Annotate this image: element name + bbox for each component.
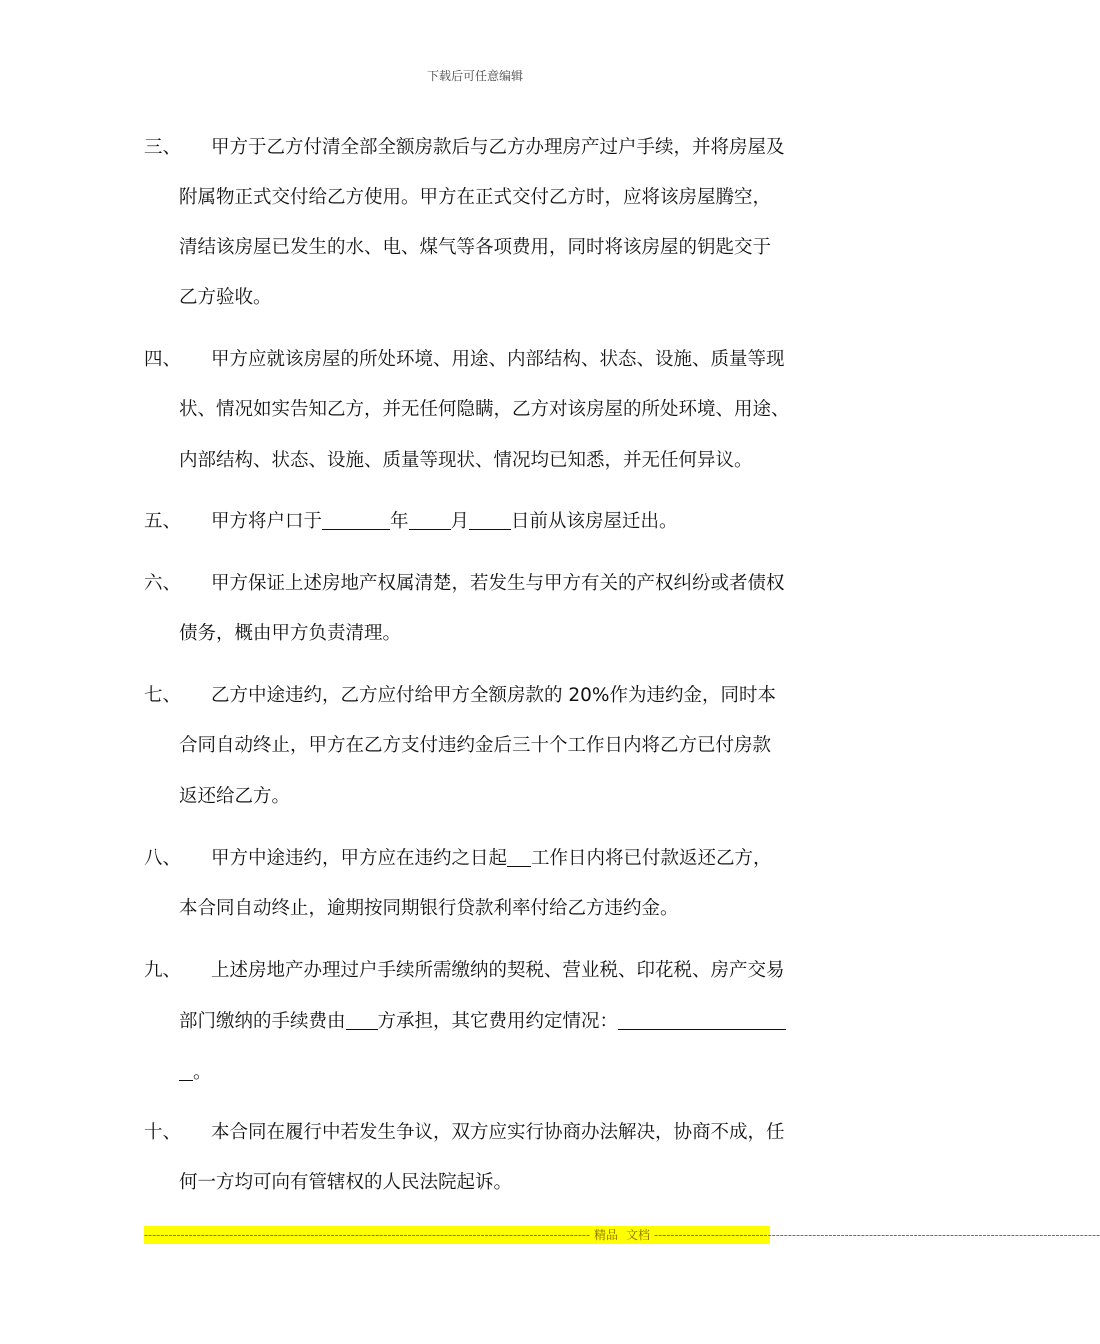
clause-text: 年: [390, 511, 409, 532]
clause-line: 本合同在履行中若发生争议，双方应实行协商办法解决，协商不成，任: [211, 1122, 785, 1143]
clause-text: 甲方将户口于: [211, 511, 323, 532]
clause-line: 债务，概由甲方负责清理。: [179, 623, 402, 644]
blank-field: [179, 1062, 193, 1081]
clause-text: 。: [193, 1062, 212, 1083]
clause-number: 三、: [144, 137, 182, 158]
blank-field: [507, 848, 531, 867]
clause-number: 五、: [144, 511, 182, 532]
page-header: 下载后可任意编辑: [426, 69, 523, 83]
clause-line: 清结该房屋已发生的水、电、煤气等各项费用，同时将该房屋的钥匙交于: [179, 237, 772, 258]
clause-text: 部门缴纳的手续费由: [179, 1011, 346, 1032]
clause-line: 返还给乙方。: [179, 786, 291, 807]
clause-text: 方承担，其它费用约定情况：: [377, 1011, 619, 1032]
clause-line: 甲方于乙方付清全部全额房款后与乙方办理房产过户手续，并将房屋及: [211, 137, 785, 158]
clause-number: 十、: [144, 1122, 182, 1143]
clause-line: 何一方均可向有管辖权的人民法院起诉。: [179, 1172, 513, 1193]
clause-number: 四、: [144, 349, 182, 370]
clause-line: 甲方保证上述房地产权属清楚，若发生与甲方有关的产权纠纷或者债权: [211, 573, 785, 594]
clause-line: 甲方应就该房屋的所处环境、用途、内部结构、状态、设施、质量等现: [211, 349, 785, 370]
clause-line: 内部结构、状态、设施、质量等现状、情况均已知悉，并无任何异议。: [179, 450, 753, 471]
page-footer-banner: [144, 1226, 1100, 1244]
clause-number: 八、: [144, 848, 182, 869]
clause-number: 六、: [144, 573, 182, 594]
blank-field: [322, 511, 390, 530]
blank-field: [346, 1011, 378, 1030]
clause-text: 日前从该房屋迁出。: [511, 511, 678, 532]
clause-line: 乙方中途违约，乙方应付给甲方全额房款的 20%作为违约金，同时本: [211, 685, 777, 706]
blank-field: [409, 511, 451, 530]
footer-dash-right: --------------------------------------------------------------------------------------------------------------: [654, 1228, 1100, 1242]
clause-text: 月: [450, 511, 470, 532]
clause-text: 甲方中途违约，甲方应在违约之日起: [211, 848, 508, 869]
clause-number: 九、: [144, 960, 182, 981]
clause-line: 本合同自动终止，逾期按同期银行贷款利率付给乙方违约金。: [179, 898, 679, 919]
footer-label-left: 精品: [594, 1228, 619, 1242]
clause-line: [179, 1047, 212, 1098]
clause-line: 上述房地产办理过户手续所需缴纳的契税、营业税、印花税、房产交易: [211, 960, 785, 981]
footer-dash-left: --------------------------------------------------------------------------------------------------------------: [144, 1228, 591, 1242]
clause-line: [211, 496, 678, 547]
clause-line: [211, 833, 772, 884]
blank-field: [469, 511, 511, 530]
blank-field: [618, 1011, 786, 1030]
footer-label-right: 文档: [626, 1228, 651, 1242]
clause-text: 工作日内将已付款返还乙方，: [531, 848, 772, 869]
clause-number: 七、: [144, 685, 182, 706]
clause-line: 乙方验收。: [179, 287, 272, 308]
clause-line: 状、情况如实告知乙方，并无任何隐瞒，乙方对该房屋的所处环境、用途、: [179, 399, 790, 420]
clause-line: 附属物正式交付给乙方使用。甲方在正式交付乙方时，应将该房屋腾空，: [179, 187, 772, 208]
clause-line: [179, 996, 786, 1047]
clause-line: 合同自动终止，甲方在乙方支付违约金后三十个工作日内将乙方已付房款: [179, 735, 772, 756]
